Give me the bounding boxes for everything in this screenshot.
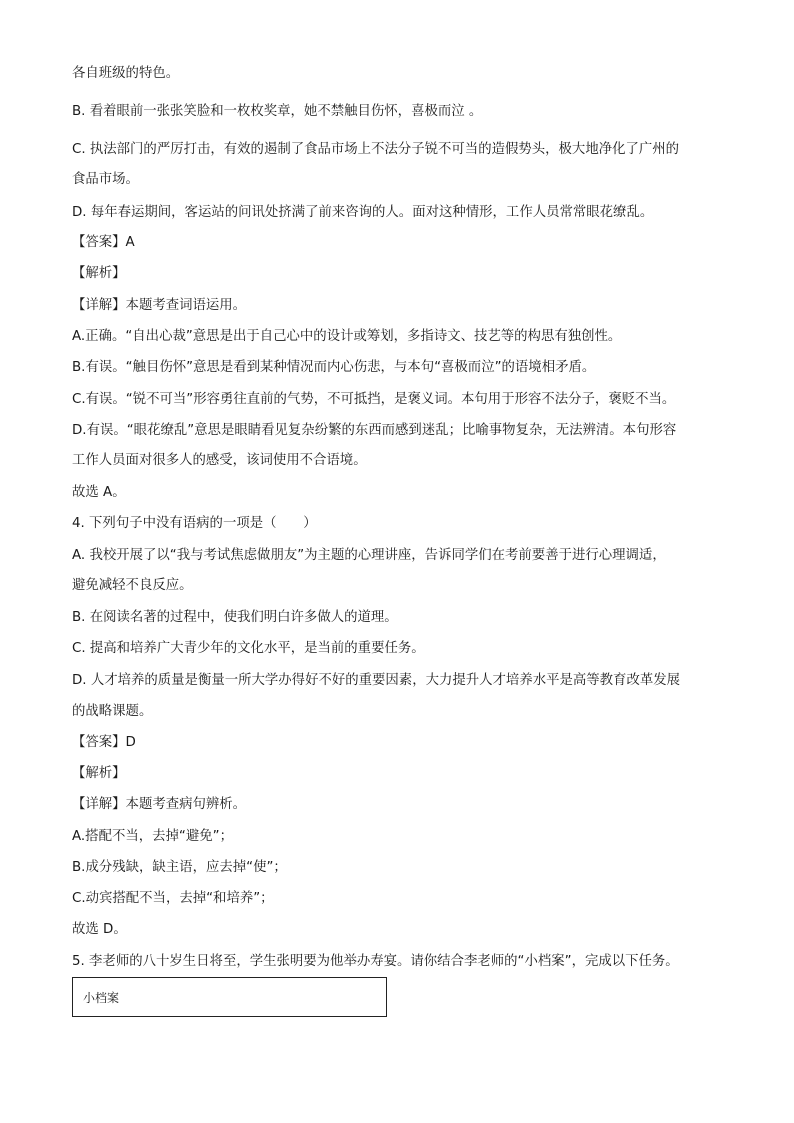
detail-label: 【详解】本题考查病句辨析。: [72, 797, 247, 812]
explanation-d: D.有误。“眼花缭乱”意思是眼睛看见复杂纷繁的东西而感到迷乱；比喻事物复杂，无法辨清。本句形容: [72, 423, 677, 438]
option-b: B. 看着眼前一张张笑脸和一枚枚奖章，她不禁触目伤怀，喜极而泣 。: [72, 104, 483, 119]
choice-summary: 故选 A。: [72, 485, 126, 500]
option-a: A. 我校开展了以“我与考试焦虑做朋友”为主题的心理讲座，告诉同学们在考前要善于进行心理调适，: [72, 548, 666, 563]
profile-box: [72, 977, 387, 1017]
option-d: D. 每年春运期间，客运站的问讯处挤满了前来咨询的人。面对这种情形，工作人员常常眼花缭乱。: [72, 205, 654, 220]
analysis-label: 【解析】: [72, 766, 126, 781]
answer-label: 【答案】A: [72, 235, 135, 250]
question-5: 5. 李老师的八十岁生日将至，学生张明要为他举办寿宴。请你结合李老师的“小档案”，完成以下任务。: [72, 954, 679, 969]
explanation-c: C.有误。“锐不可当”形容勇往直前的气势，不可抵挡，是褒义词。本句用于形容不法分子，褒贬不当。: [72, 392, 676, 407]
explanation-b: B.有误。“触目伤怀”意思是看到某种情况而内心伤悲，与本句“喜极而泣”的语境相矛盾。: [72, 360, 596, 375]
text-line: 各自班级的特色。: [72, 66, 180, 81]
explanation-c: C.动宾搭配不当，去掉“和培养”；: [72, 891, 274, 906]
option-c: C. 提高和培养广大青少年的文化水平，是当前的重要任务。: [72, 641, 425, 656]
text-line: 工作人员面对很多人的感受，该词使用不合语境。: [72, 453, 367, 468]
option-b: B. 在阅读名著的过程中，使我们明白许多做人的道理。: [72, 610, 398, 625]
profile-box-label: 小档案: [83, 991, 120, 1005]
explanation-b: B.成分残缺，缺主语，应去掉“使”；: [72, 860, 287, 875]
detail-label: 【详解】本题考查词语运用。: [72, 298, 247, 313]
question-4: 4. 下列句子中没有语病的一项是（ ）: [72, 516, 317, 531]
choice-summary: 故选 D。: [72, 922, 127, 937]
text-line: 避免减轻不良反应。: [72, 578, 193, 593]
option-c: C. 执法部门的严厉打击，有效的遏制了食品市场上不法分子锐不可当的造假势头，极大地净化了广州的: [72, 142, 680, 157]
answer-label: 【答案】D: [72, 735, 136, 750]
option-d: D. 人才培养的质量是衡量一所大学办得好不好的重要因素，大力提升人才培养水平是高等教育改革发展: [72, 673, 681, 688]
text-line: 的战略课题。: [72, 704, 153, 719]
analysis-label: 【解析】: [72, 266, 126, 281]
explanation-a: A.正确。“自出心裁”意思是出于自己心中的设计或筹划，多指诗文、技艺等的构思有独创性。: [72, 329, 622, 344]
text-line: 食品市场。: [72, 172, 139, 187]
explanation-a: A.搭配不当，去掉“避免”；: [72, 829, 233, 844]
